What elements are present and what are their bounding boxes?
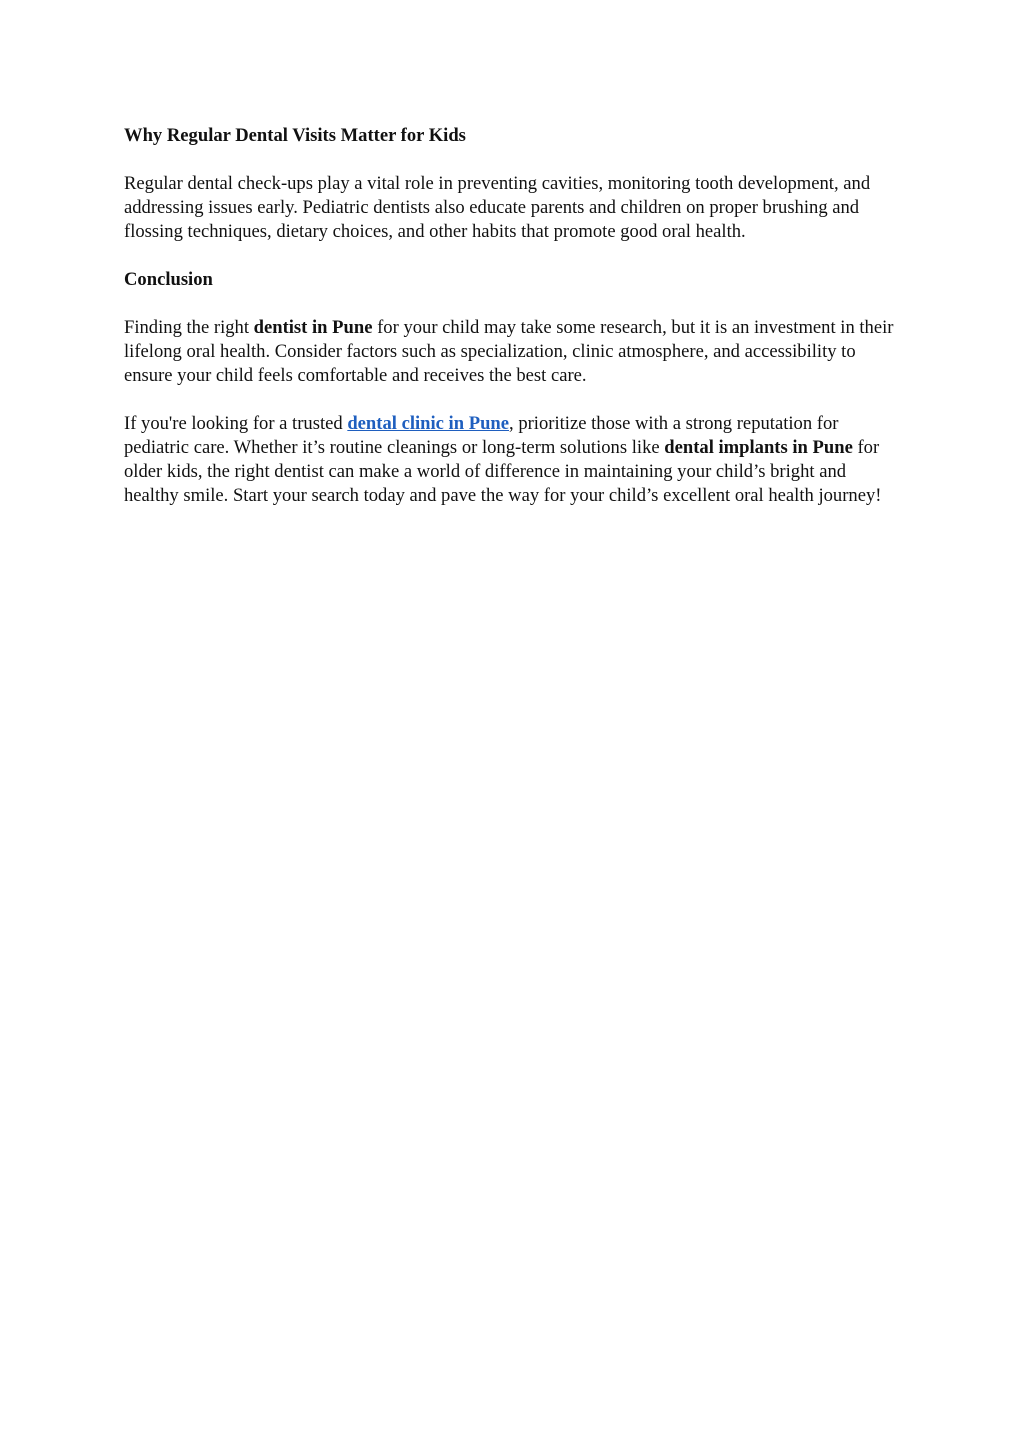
section-heading-dental-visits: Why Regular Dental Visits Matter for Kids [124,125,466,146]
bold-keyword-dentist-in-pune: dentist in Pune [253,317,373,338]
paragraph-dental-visits: Regular dental check-ups play a vital role in preventing cavities, monitoring tooth development, and addressing issues early. Pediatric dentists also educate parents and children on proper brushing and flossing techniques, dietary choices, and other habits that promote good oral health. [124,173,871,242]
text-run: , prioritize those with a strong reputation for pediatric care. Whether it’s routine cleanings or long-term solutions like [124,413,839,458]
text-run: for your child may take some research, but it is an investment in their lifelong oral health. Consider factors such as specialization, clinic atmosphere, and accessibility to ensure your child feels comfortable and receives the best care. [124,317,894,386]
dental-clinic-link[interactable]: dental clinic in Pune [347,413,510,434]
document-content [124,124,904,532]
text-run: Finding the right [124,317,254,338]
bold-keyword-dental-implants: dental implants in Pune [664,437,853,458]
section-heading-conclusion: Conclusion [124,269,213,290]
paragraph-finding-dentist [124,316,904,388]
paragraph-trusted-clinic [124,412,904,508]
text-run: for older kids, the right dentist can make a world of difference in maintaining your child’s bright and healthy smile. Start your search today and pave the way for your child’s excellent oral health journey! [124,437,882,506]
text-run: If you're looking for a trusted [124,413,348,434]
